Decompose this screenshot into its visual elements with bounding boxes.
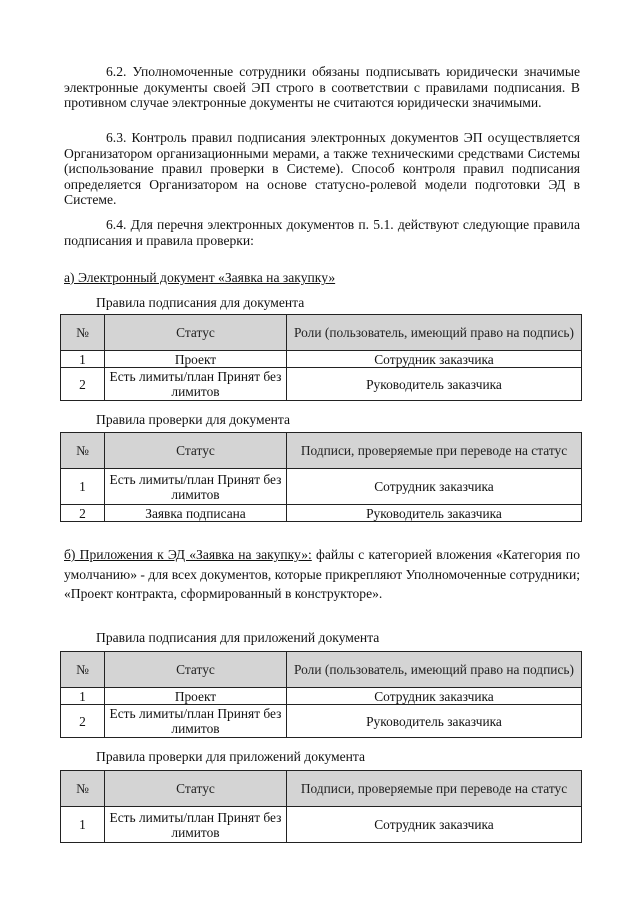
header-number: №: [61, 315, 105, 351]
table-row: [61, 807, 582, 843]
row-number: 1: [61, 469, 105, 505]
section-a-heading: а) Электронный документ «Заявка на закупку»: [64, 270, 336, 285]
section-b-heading: [64, 545, 580, 604]
row-status: Есть лимиты/план Принят без лимитов: [105, 705, 287, 738]
row-role: Сотрудник заказчика: [287, 807, 582, 843]
row-number: 1: [61, 807, 105, 843]
row-status: Есть лимиты/план Принят без лимитов: [105, 469, 287, 505]
table-header-row: [61, 433, 582, 469]
section-b-signing-table: [60, 651, 582, 738]
row-number: 2: [61, 705, 105, 738]
section-a-check-caption: Правила проверки для документа: [96, 412, 291, 427]
header-number: №: [61, 771, 105, 807]
header-signatures: Подписи, проверяемые при переводе на статус: [287, 433, 582, 469]
header-status: Статус: [105, 652, 287, 688]
header-roles: Роли (пользователь, имеющий право на подпись): [287, 315, 582, 351]
header-status: Статус: [105, 315, 287, 351]
section-b-check-table: [60, 770, 582, 843]
row-number: 2: [61, 368, 105, 401]
paragraph-6-3: 6.3. Контроль правил подписания электронных документов ЭП осуществляется Организатором организационными мерами, а также техническими средствами Системы (использование правил проверки в Системе). Способ контроля правил подписания определяется Организатором на основе статусно-ролевой модели подготовки ЭД в Системе.: [64, 130, 580, 208]
section-b-check-caption: Правила проверки для приложений документа: [96, 749, 366, 764]
row-number: 1: [61, 351, 105, 368]
row-status: Заявка подписана: [105, 505, 287, 522]
row-role: Сотрудник заказчика: [287, 469, 582, 505]
table-row: [61, 469, 582, 505]
header-number: №: [61, 652, 105, 688]
table-row: [61, 688, 582, 705]
table-header-row: [61, 652, 582, 688]
row-status: Есть лимиты/план Принят без лимитов: [105, 807, 287, 843]
table-row: [61, 368, 582, 401]
section-a-signing-caption: Правила подписания для документа: [96, 295, 305, 310]
row-role: Сотрудник заказчика: [287, 688, 582, 705]
row-role: Сотрудник заказчика: [287, 351, 582, 368]
section-b-heading-rest: файлы с категорией вложения «Категория по умолчанию» - для всех документов, которые прикрепляют Уполномоченные сотрудники; «Проект контракта, сформированный в конструкторе».: [64, 547, 580, 601]
section-a-check-table: [60, 432, 582, 522]
paragraph-6-4: 6.4. Для перечня электронных документов п. 5.1. действуют следующие правила подписания и правила проверки:: [64, 217, 580, 248]
header-status: Статус: [105, 771, 287, 807]
row-role: Руководитель заказчика: [287, 368, 582, 401]
section-b-signing-caption: Правила подписания для приложений документа: [96, 630, 380, 645]
row-role: Руководитель заказчика: [287, 505, 582, 522]
row-status: Есть лимиты/план Принят без лимитов: [105, 368, 287, 401]
table-row: [61, 351, 582, 368]
section-b-heading-underlined: б) Приложения к ЭД «Заявка на закупку»:: [64, 547, 312, 562]
table-row: [61, 505, 582, 522]
row-status: Проект: [105, 351, 287, 368]
table-header-row: [61, 315, 582, 351]
paragraph-6-2: 6.2. Уполномоченные сотрудники обязаны подписывать юридически значимые электронные документы своей ЭП строго в соответствии с правилами подписания. В противном случае электронные документы не считаются юридически значимыми.: [64, 64, 580, 111]
table-row: [61, 705, 582, 738]
header-number: №: [61, 433, 105, 469]
row-role: Руководитель заказчика: [287, 705, 582, 738]
header-signatures: Подписи, проверяемые при переводе на статус: [287, 771, 582, 807]
header-status: Статус: [105, 433, 287, 469]
header-roles: Роли (пользователь, имеющий право на подпись): [287, 652, 582, 688]
row-number: 1: [61, 688, 105, 705]
row-status: Проект: [105, 688, 287, 705]
row-number: 2: [61, 505, 105, 522]
table-header-row: [61, 771, 582, 807]
section-a-signing-table: [60, 314, 582, 401]
